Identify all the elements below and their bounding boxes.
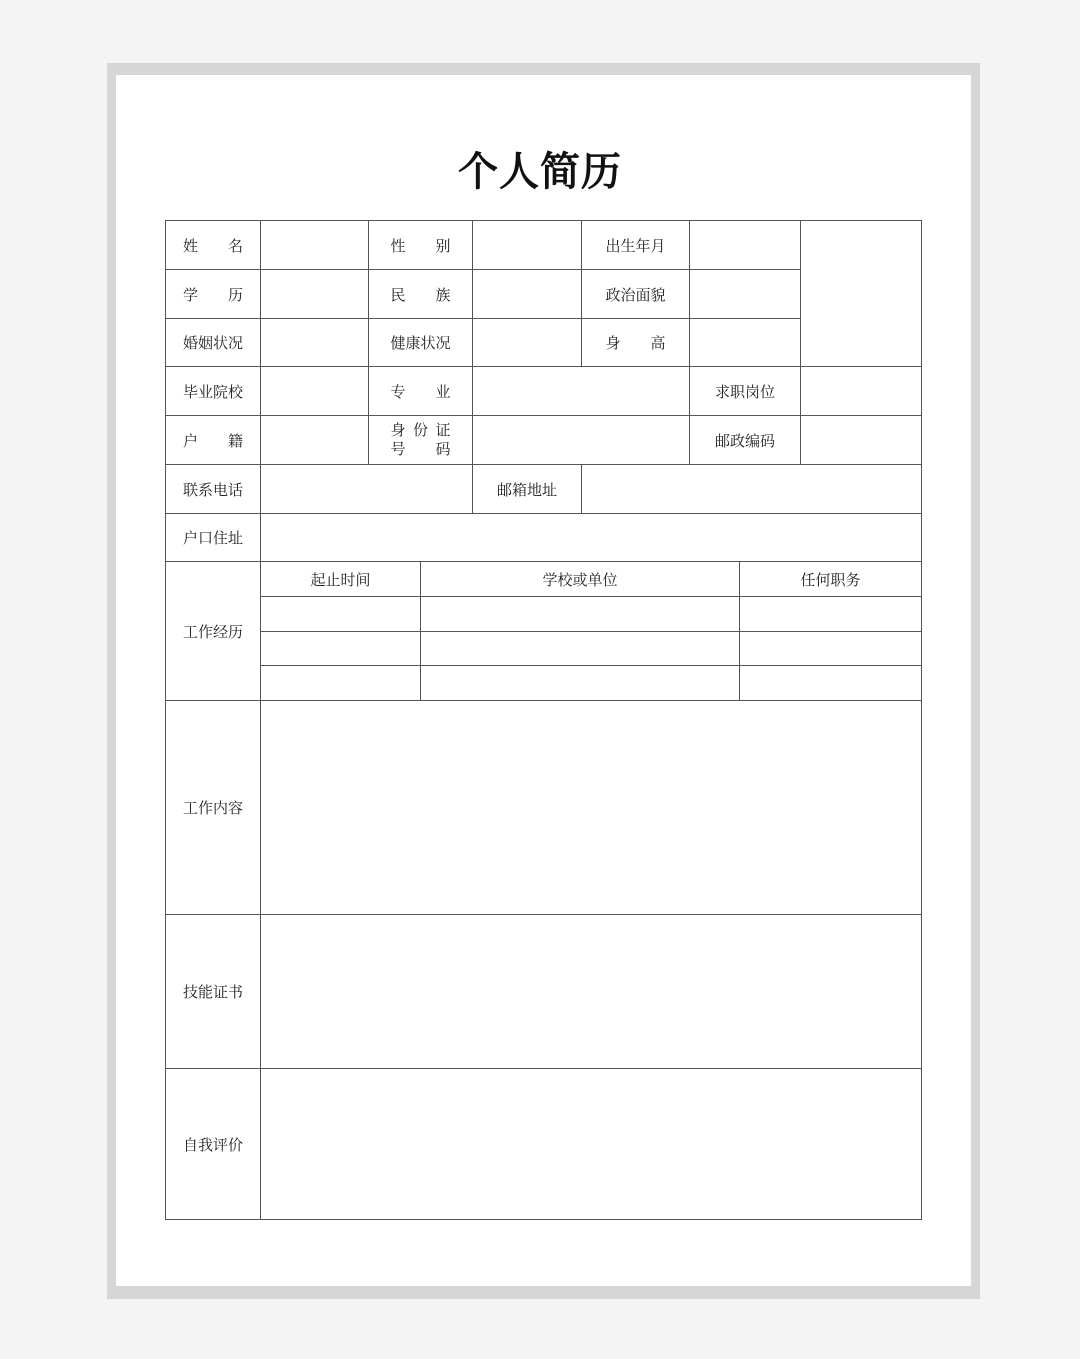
field-height[interactable] (690, 319, 801, 367)
label-address: 户口住址 (182, 529, 243, 547)
header-organization (421, 562, 740, 597)
label-id-line1: 身 份 证 (390, 421, 451, 439)
label-gender: 性 别 (390, 236, 451, 255)
field-email[interactable] (582, 465, 921, 514)
field-address[interactable] (261, 514, 921, 562)
field-position[interactable] (801, 367, 921, 416)
field-skills[interactable] (261, 915, 921, 1069)
label-id-cell (369, 416, 473, 465)
label-height: 身 高 (605, 334, 666, 352)
work-row-1-organization[interactable] (421, 597, 740, 632)
label-political-cell (582, 270, 690, 319)
label-marital-cell (166, 319, 261, 367)
label-education-cell (166, 270, 261, 319)
field-birth[interactable] (690, 221, 801, 270)
label-birth-cell (582, 221, 690, 270)
field-self-eval[interactable] (261, 1069, 921, 1219)
label-hukou-cell (166, 416, 261, 465)
label-name-cell (166, 221, 261, 270)
field-political[interactable] (690, 270, 801, 319)
label-health-cell (369, 319, 473, 367)
label-work-history-cell (166, 562, 261, 701)
field-health[interactable] (473, 319, 582, 367)
header-role (740, 562, 921, 597)
field-education[interactable] (261, 270, 369, 319)
label-major: 专 业 (390, 382, 451, 401)
label-phone: 联系电话 (182, 480, 243, 499)
label-major-cell (369, 367, 473, 416)
header-period (261, 562, 421, 597)
label-skills: 技能证书 (182, 983, 243, 1001)
label-id-number (391, 421, 451, 459)
label-postcode-cell (690, 416, 801, 465)
label-health: 健康状况 (390, 334, 451, 352)
label-skills-cell (166, 915, 261, 1069)
label-name: 姓 名 (183, 236, 243, 255)
label-email: 邮箱地址 (496, 480, 557, 499)
work-row-3-period[interactable] (261, 666, 421, 701)
field-marital[interactable] (261, 319, 369, 367)
label-address-cell (166, 514, 261, 562)
label-position-cell (690, 367, 801, 416)
field-gender[interactable] (473, 221, 582, 270)
header-organization-text: 学校或单位 (542, 570, 618, 589)
label-height-cell (582, 319, 690, 367)
field-work-content[interactable] (261, 701, 921, 915)
label-self-eval: 自我评价 (182, 1135, 243, 1154)
page-title: 个人简历 (458, 149, 622, 195)
field-major[interactable] (473, 367, 690, 416)
label-position: 求职岗位 (714, 382, 775, 401)
label-ethnicity: 民 族 (390, 285, 451, 304)
label-school-cell (166, 367, 261, 416)
label-phone-cell (166, 465, 261, 514)
label-postcode: 邮政编码 (714, 431, 775, 450)
field-ethnicity[interactable] (473, 270, 582, 319)
work-row-1-period[interactable] (261, 597, 421, 632)
label-gender-cell (369, 221, 473, 270)
label-birth: 出生年月 (605, 236, 666, 255)
field-hukou[interactable] (261, 416, 369, 465)
label-school: 毕业院校 (182, 382, 243, 401)
label-work-content: 工作内容 (182, 799, 243, 817)
work-row-3-organization[interactable] (421, 666, 740, 701)
label-political: 政治面貌 (605, 285, 666, 304)
field-school[interactable] (261, 367, 369, 416)
label-hukou: 户 籍 (183, 431, 243, 450)
work-row-1-role[interactable] (740, 597, 921, 632)
work-row-2-organization[interactable] (421, 632, 740, 666)
field-postcode[interactable] (801, 416, 921, 465)
header-role-text: 任何职务 (800, 570, 861, 589)
label-work-content-cell (166, 701, 261, 915)
label-ethnicity-cell (369, 270, 473, 319)
photo-box[interactable] (801, 221, 921, 367)
work-row-2-period[interactable] (261, 632, 421, 666)
work-row-2-role[interactable] (740, 632, 921, 666)
label-id-line2: 号 码 (390, 440, 451, 458)
work-row-3-role[interactable] (740, 666, 921, 701)
label-email-cell (473, 465, 582, 514)
resume-form-table (165, 220, 922, 1220)
field-phone[interactable] (261, 465, 473, 514)
label-education: 学 历 (183, 285, 243, 304)
field-id-number[interactable] (473, 416, 690, 465)
label-work-history: 工作经历 (182, 622, 243, 641)
label-self-eval-cell (166, 1069, 261, 1219)
header-period-text: 起止时间 (310, 570, 371, 589)
field-name[interactable] (261, 221, 369, 270)
label-marital: 婚姻状况 (182, 334, 243, 352)
